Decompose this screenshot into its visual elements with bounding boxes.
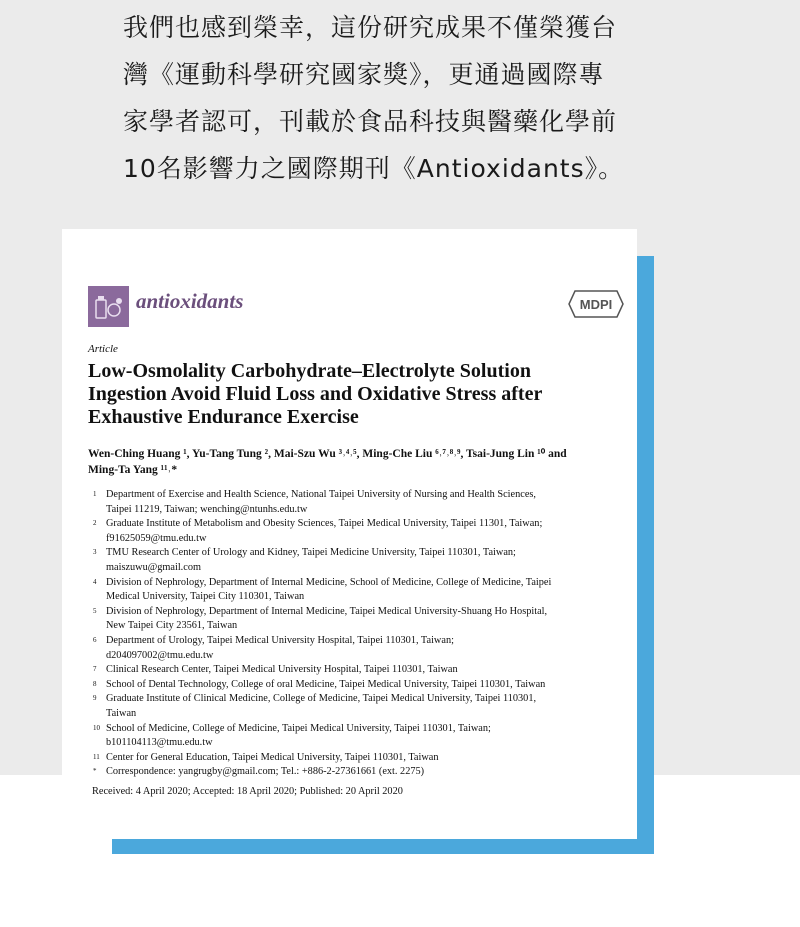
affiliation-number: 6 (93, 635, 97, 644)
mdpi-logo (567, 289, 625, 319)
affiliation-line: b101104113@tmu.edu.tw (106, 737, 213, 749)
title-line: Ingestion Avoid Fluid Loss and Oxidative Stress after (88, 383, 543, 405)
author-list (88, 446, 628, 478)
affiliation-line: Center for General Education, Taipei Medical University, Taipei 110301, Taiwan (106, 751, 439, 763)
intro-line: 灣《運動科學研究國家獎》，更通過國際專 (123, 60, 605, 89)
affiliation-item (88, 722, 633, 751)
affiliation-item (88, 692, 633, 721)
affiliation-line: TMU Research Center of Urology and Kidney, Taipei Medicine University, Taipei 110301, Taiwan; (106, 547, 516, 559)
affiliation-number: 5 (93, 606, 97, 615)
affiliation-line: School of Dental Technology, College of oral Medicine, Taipei Medical University, Taipei 110301, Taiwan (106, 678, 546, 690)
affiliation-line: Correspondence: yangrugby@gmail.com; Tel.: +886-2-27361661 (ext. 2275) (106, 766, 425, 778)
publisher-name: MDPI (579, 297, 613, 312)
affiliation-number: 8 (93, 679, 97, 688)
correspondence-item (88, 765, 633, 780)
affiliation-line: f91625059@tmu.edu.tw (106, 532, 207, 544)
affiliation-item (88, 605, 633, 634)
intro-line: 10名影響力之國際期刊《Antioxidants》。 (123, 154, 625, 183)
author-line: Wen-Ching Huang ¹, Yu-Tang Tung ², Mai-Szu Wu ³˒⁴˒⁵, Ming-Che Liu ⁶˒⁷˒⁸˒⁹, Tsai-Jung Lin ¹⁰ and (88, 448, 567, 460)
affiliation-item (88, 576, 633, 605)
affiliation-number: 1 (93, 490, 97, 498)
affiliation-item (88, 663, 633, 678)
article-type-label: Article (88, 343, 118, 355)
affiliation-line: Taipei 11219, Taiwan; wenching@ntunhs.edu.tw (106, 503, 308, 515)
affiliation-line: Taiwan (106, 707, 137, 719)
author-line: Ming-Ta Yang ¹¹˒* (88, 464, 178, 476)
affiliation-line: maiszuwu@gmail.com (106, 561, 201, 573)
affiliation-line: Division of Nephrology, Department of Internal Medicine, Taipei Medical University-Shuang Ho Hospital, (106, 605, 548, 617)
affiliation-line: Medical University, Taipei City 110301, Taiwan (106, 591, 305, 603)
affiliation-line: Graduate Institute of Metabolism and Obesity Sciences, Taipei Medical University, Taipei 11301, Taiwan; (106, 518, 543, 530)
title-line: Low-Osmolality Carbohydrate–Electrolyte Solution (88, 360, 531, 382)
affiliation-line: Graduate Institute of Clinical Medicine, College of Medicine, Taipei Medical University, Taipei 110301, (106, 693, 537, 705)
paper-screenshot (62, 229, 637, 839)
affiliation-line: Division of Nephrology, Department of Internal Medicine, School of Medicine, College of Medicine, Taipei (106, 576, 552, 588)
affiliation-line: School of Medicine, College of Medicine, Taipei Medical University, Taipei 110301, Taiwan; (106, 722, 491, 734)
affiliation-line: Department of Exercise and Health Science, National Taipei University of Nursing and Health Sciences, (106, 489, 536, 500)
affiliation-number: * (93, 767, 97, 776)
affiliation-item (88, 678, 633, 693)
paper-title (88, 360, 628, 429)
affiliation-line: New Taipei City 23561, Taiwan (106, 620, 238, 632)
affiliation-item (88, 488, 633, 517)
affiliation-number: 4 (93, 577, 97, 586)
affiliation-number: 7 (93, 665, 97, 674)
intro-line: 家學者認可，刊載於食品科技與醫藥化學前 (123, 107, 618, 136)
affiliation-item (88, 634, 633, 663)
affiliation-list (88, 488, 633, 780)
journal-logo-icon (88, 286, 129, 327)
affiliation-number: 9 (93, 694, 97, 703)
publication-dates: Received: 4 April 2020; Accepted: 18 April 2020; Published: 20 April 2020 (92, 786, 403, 797)
journal-name: antioxidants (136, 289, 244, 313)
intro-paragraph (123, 4, 683, 192)
affiliation-number: 3 (93, 548, 97, 557)
affiliation-number: 10 (93, 723, 100, 732)
affiliation-line: Clinical Research Center, Taipei Medical University Hospital, Taipei 110301, Taiwan (106, 664, 458, 676)
affiliation-line: Department of Urology, Taipei Medical University Hospital, Taipei 110301, Taiwan; (106, 634, 454, 646)
affiliation-item (88, 517, 633, 546)
affiliation-item (88, 546, 633, 575)
title-line: Exhaustive Endurance Exercise (88, 406, 359, 428)
affiliation-number: 11 (93, 752, 100, 761)
affiliation-item (88, 751, 633, 766)
affiliation-number: 2 (93, 519, 97, 528)
intro-line: 我們也感到榮幸，這份研究成果不僅榮獲台 (123, 13, 618, 42)
affiliation-line: d204097002@tmu.edu.tw (106, 649, 214, 661)
